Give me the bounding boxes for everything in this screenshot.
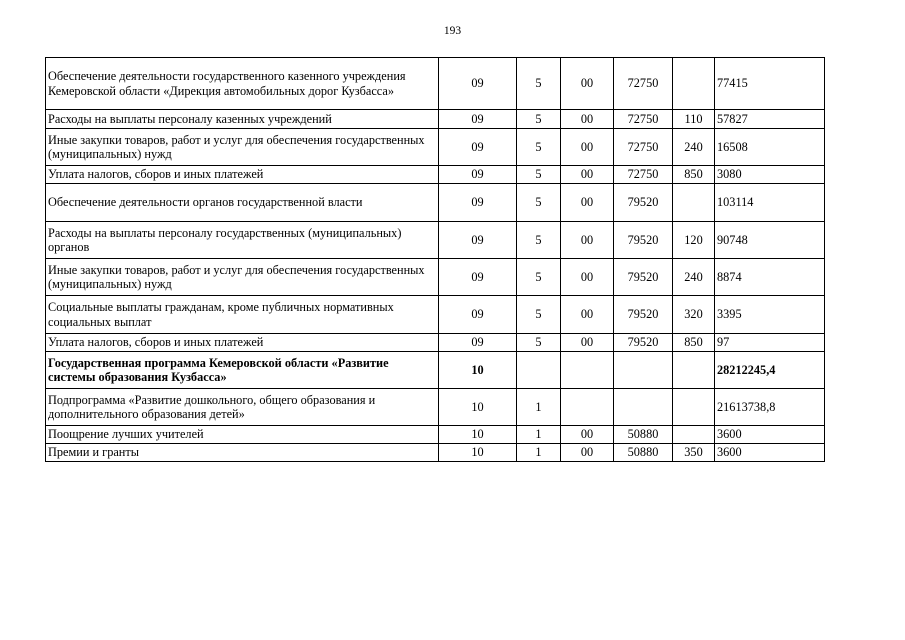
cell-target-code: 79520 (614, 259, 673, 296)
cell-subsection: 5 (517, 184, 561, 222)
cell-target-code: 72750 (614, 110, 673, 129)
cell-amount: 8874 (715, 259, 825, 296)
cell-expense-type: 110 (673, 110, 715, 129)
cell-target-code-part: 00 (561, 334, 614, 352)
cell-section: 09 (439, 296, 517, 334)
cell-subsection: 5 (517, 129, 561, 166)
cell-amount: 3080 (715, 166, 825, 184)
cell-target-code: 79520 (614, 222, 673, 259)
cell-amount: 57827 (715, 110, 825, 129)
cell-target-code-part: 00 (561, 166, 614, 184)
table-row (46, 334, 825, 352)
cell-subsection: 5 (517, 110, 561, 129)
cell-amount: 77415 (715, 58, 825, 110)
cell-section: 10 (439, 426, 517, 444)
table-row (46, 352, 825, 389)
budget-table (45, 57, 825, 462)
table-row (46, 426, 825, 444)
cell-amount: 28212245,4 (715, 352, 825, 389)
cell-section: 10 (439, 389, 517, 426)
row-name: Иные закупки товаров, работ и услуг для обеспечения государственных (муниципальных) нужд (46, 259, 439, 296)
cell-target-code: 79520 (614, 184, 673, 222)
table-row (46, 444, 825, 462)
cell-target-code: 50880 (614, 444, 673, 462)
cell-target-code-part: 00 (561, 110, 614, 129)
cell-target-code-part (561, 389, 614, 426)
cell-expense-type (673, 184, 715, 222)
cell-expense-type (673, 426, 715, 444)
cell-expense-type: 850 (673, 166, 715, 184)
cell-amount: 16508 (715, 129, 825, 166)
cell-amount: 97 (715, 334, 825, 352)
row-name: Уплата налогов, сборов и иных платежей (46, 166, 439, 184)
table-row (46, 110, 825, 129)
cell-target-code: 72750 (614, 166, 673, 184)
cell-target-code-part: 00 (561, 58, 614, 110)
cell-target-code: 79520 (614, 296, 673, 334)
table-row (46, 166, 825, 184)
table-row (46, 129, 825, 166)
cell-expense-type: 320 (673, 296, 715, 334)
cell-target-code: 79520 (614, 334, 673, 352)
cell-section: 09 (439, 129, 517, 166)
table-row (46, 389, 825, 426)
cell-target-code-part: 00 (561, 129, 614, 166)
row-name: Расходы на выплаты персоналу казенных учреждений (46, 110, 439, 129)
table-row (46, 58, 825, 110)
cell-target-code (614, 352, 673, 389)
cell-section: 10 (439, 352, 517, 389)
cell-subsection (517, 352, 561, 389)
cell-subsection: 5 (517, 296, 561, 334)
row-name: Обеспечение деятельности государственного казенного учреждения Кемеровской области «Дирекция автомобильных дорог Кузбасса» (46, 58, 439, 110)
row-name: Государственная программа Кемеровской области «Развитие системы образования Кузбасса» (46, 352, 439, 389)
row-name: Поощрение лучших учителей (46, 426, 439, 444)
cell-amount: 21613738,8 (715, 389, 825, 426)
cell-section: 09 (439, 259, 517, 296)
cell-expense-type (673, 58, 715, 110)
row-name: Премии и гранты (46, 444, 439, 462)
cell-expense-type (673, 352, 715, 389)
cell-subsection: 5 (517, 259, 561, 296)
cell-target-code-part: 00 (561, 259, 614, 296)
cell-subsection: 5 (517, 334, 561, 352)
cell-subsection: 1 (517, 426, 561, 444)
table-row (46, 259, 825, 296)
row-name: Социальные выплаты гражданам, кроме публичных нормативных социальных выплат (46, 296, 439, 334)
cell-amount: 90748 (715, 222, 825, 259)
cell-subsection: 5 (517, 58, 561, 110)
cell-target-code-part: 00 (561, 426, 614, 444)
table-row (46, 222, 825, 259)
row-name: Обеспечение деятельности органов государственной власти (46, 184, 439, 222)
cell-amount: 103114 (715, 184, 825, 222)
row-name: Расходы на выплаты персоналу государственных (муниципальных) органов (46, 222, 439, 259)
cell-expense-type: 120 (673, 222, 715, 259)
cell-section: 10 (439, 444, 517, 462)
row-name: Подпрограмма «Развитие дошкольного, общего образования и дополнительного образования детей» (46, 389, 439, 426)
cell-expense-type: 850 (673, 334, 715, 352)
page-number: 193 (443, 25, 462, 37)
cell-subsection: 5 (517, 166, 561, 184)
cell-section: 09 (439, 166, 517, 184)
cell-expense-type (673, 389, 715, 426)
cell-target-code: 72750 (614, 129, 673, 166)
cell-section: 09 (439, 110, 517, 129)
cell-expense-type: 240 (673, 129, 715, 166)
cell-section: 09 (439, 184, 517, 222)
cell-amount: 3395 (715, 296, 825, 334)
cell-target-code-part: 00 (561, 184, 614, 222)
cell-target-code-part: 00 (561, 296, 614, 334)
cell-target-code-part: 00 (561, 222, 614, 259)
cell-section: 09 (439, 222, 517, 259)
cell-expense-type: 240 (673, 259, 715, 296)
cell-target-code-part (561, 352, 614, 389)
table-row (46, 184, 825, 222)
row-name: Уплата налогов, сборов и иных платежей (46, 334, 439, 352)
cell-amount: 3600 (715, 444, 825, 462)
cell-subsection: 1 (517, 389, 561, 426)
cell-target-code-part: 00 (561, 444, 614, 462)
cell-target-code: 72750 (614, 58, 673, 110)
table-row (46, 296, 825, 334)
cell-subsection: 5 (517, 222, 561, 259)
cell-target-code: 50880 (614, 426, 673, 444)
cell-target-code (614, 389, 673, 426)
cell-expense-type: 350 (673, 444, 715, 462)
cell-amount: 3600 (715, 426, 825, 444)
cell-section: 09 (439, 334, 517, 352)
cell-section: 09 (439, 58, 517, 110)
row-name: Иные закупки товаров, работ и услуг для обеспечения государственных (муниципальных) нужд (46, 129, 439, 166)
cell-subsection: 1 (517, 444, 561, 462)
